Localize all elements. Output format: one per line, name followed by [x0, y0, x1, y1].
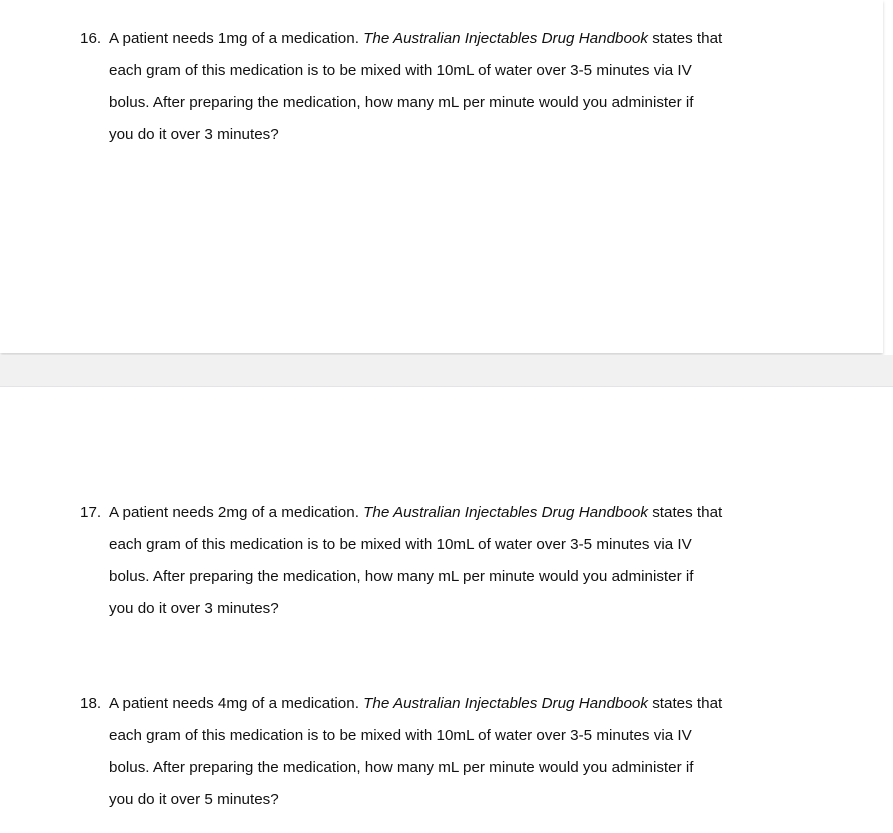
question-text-start: A patient needs 2mg of a medication. [109, 504, 359, 521]
question-line-2 [80, 720, 780, 752]
question-line-4 [80, 593, 780, 625]
question-text: you do it over 3 minutes? [109, 600, 279, 617]
question-line-3 [80, 752, 780, 784]
question-text: each gram of this medication is to be mixed with 10mL of water over 3-5 minutes via IV [109, 62, 692, 79]
question-line-3 [80, 87, 780, 119]
question-text: each gram of this medication is to be mixed with 10mL of water over 3-5 minutes via IV [109, 536, 692, 553]
question-text: bolus. After preparing the medication, how many mL per minute would you administer if [109, 568, 694, 585]
question-text-start: A patient needs 4mg of a medication. [109, 695, 359, 712]
question-line-2 [80, 529, 780, 561]
question-text: bolus. After preparing the medication, how many mL per minute would you administer if [109, 759, 694, 776]
question-line-1 [80, 497, 780, 529]
question-text-end: states that [652, 504, 723, 521]
question-text: each gram of this medication is to be mixed with 10mL of water over 3-5 minutes via IV [109, 727, 692, 744]
book-title: The Australian Injectables Drug Handbook [363, 504, 648, 521]
question-line-1 [80, 688, 780, 720]
question-text: you do it over 5 minutes? [109, 791, 279, 808]
question-line-1 [80, 23, 780, 55]
question-line-2 [80, 55, 780, 87]
question-text-end: states that [652, 30, 723, 47]
question-text: bolus. After preparing the medication, how many mL per minute would you administer if [109, 94, 694, 111]
question-text: you do it over 3 minutes? [109, 126, 279, 143]
page-separator [0, 355, 893, 387]
question-18 [80, 688, 780, 816]
question-number: 17. [80, 504, 102, 521]
question-number: 16. [80, 30, 102, 47]
question-text-end: states that [652, 695, 723, 712]
question-17 [80, 497, 780, 625]
question-line-4 [80, 119, 780, 151]
book-title: The Australian Injectables Drug Handbook [363, 30, 648, 47]
document-page-1 [0, 0, 883, 353]
book-title: The Australian Injectables Drug Handbook [363, 695, 648, 712]
question-16 [80, 23, 780, 151]
question-line-3 [80, 561, 780, 593]
question-text-start: A patient needs 1mg of a medication. [109, 30, 359, 47]
question-line-4 [80, 784, 780, 816]
question-number: 18. [80, 695, 102, 712]
